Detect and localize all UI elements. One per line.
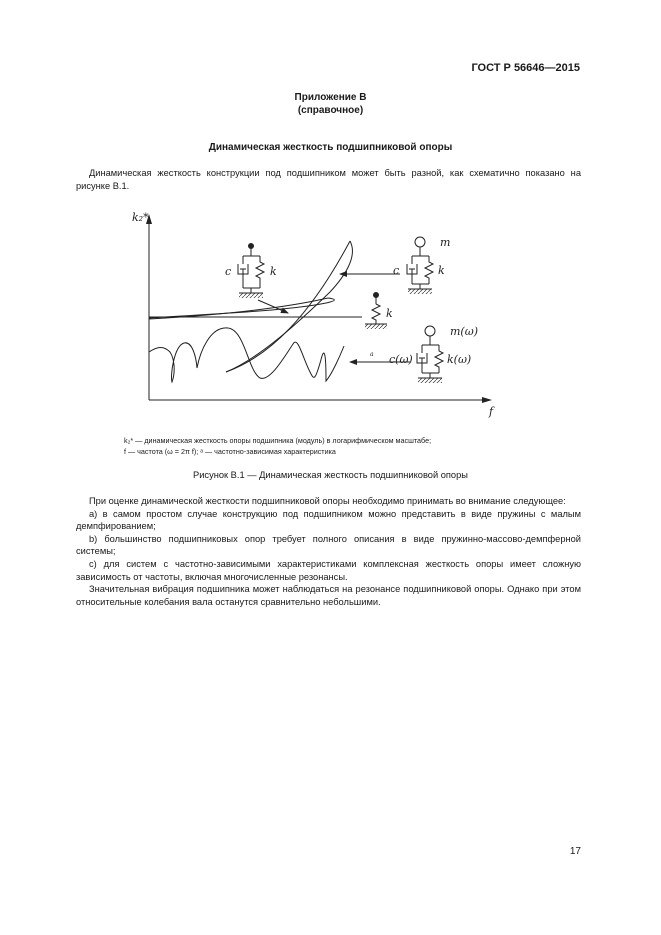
- legend-line-2: f — частота (ω = 2π f); ᵃ — частотно-зависимая характеристика: [124, 447, 336, 456]
- label-m: m: [440, 236, 451, 249]
- curve-resonance: [149, 328, 344, 382]
- label-k-2: k: [438, 264, 445, 277]
- body-paragraph-2: a) в самом простом случае конструкцию под подшипником можно представить в виде пружины с малым демпфированием;: [76, 508, 581, 532]
- standard-number: ГОСТ Р 56646—2015: [471, 62, 580, 74]
- body-paragraph-3: b) большинство подшипниковых опор требует полного описания в виде пружинно-массово-демпферной системы;: [76, 533, 581, 557]
- figure-legend: [124, 435, 544, 457]
- label-k-3: k: [386, 307, 393, 320]
- intro-text: Динамическая жесткость конструкции под подшипником может быть разной, как схематично показано на рисунке В.1.: [76, 168, 581, 191]
- label-c-omega: c(ω): [389, 353, 413, 366]
- section-title: Динамическая жесткость подшипниковой опоры: [208, 142, 453, 153]
- body-paragraph-5: Значительная вибрация подшипника может наблюдаться на резонансе подшипниковой опоры. Однако при этом относительные колебания вала останутся сравнительно небольшими.: [76, 584, 581, 607]
- appendix-title: Приложение В: [294, 92, 367, 103]
- note-a: a: [370, 351, 374, 358]
- appendix-subtitle: (справочное): [297, 105, 364, 116]
- label-c-2: c: [393, 264, 400, 277]
- x-axis-label: f: [489, 405, 494, 418]
- label-k-omega: k(ω): [447, 353, 472, 366]
- schematic-spring-damper: [238, 244, 264, 299]
- body-paragraph-4: c) для систем с частотно-зависимыми характеристиками комплексная жесткость опоры имеет сложную зависимость от частоты, включая многочисленные резонансы.: [76, 558, 581, 582]
- figure-b1: [100, 196, 520, 426]
- label-m-omega: m(ω): [450, 325, 478, 338]
- curve-mass: [226, 241, 352, 372]
- y-axis-label: k₂*: [132, 211, 149, 224]
- legend-line-1: k₂* — динамическая жесткость опоры подшипника (модуль) в логарифмическом масштабе;: [124, 436, 432, 445]
- body-text: [76, 495, 581, 608]
- figure-caption: Рисунок В.1 — Динамическая жесткость подшипниковой опоры: [193, 470, 468, 480]
- curve-damper: [149, 298, 334, 318]
- schematic-spring: [365, 293, 387, 330]
- body-paragraph-1: При оценке динамической жесткости подшипниковой опоры необходимо принимать во внимание следующее:: [89, 496, 566, 506]
- label-k: k: [270, 265, 277, 278]
- schematic-mass-spring-damper: [407, 237, 433, 294]
- intro-paragraph: [76, 167, 581, 192]
- label-c: c: [225, 265, 232, 278]
- page-number: 17: [569, 846, 581, 857]
- schematic-frequency-dependent: [417, 326, 443, 383]
